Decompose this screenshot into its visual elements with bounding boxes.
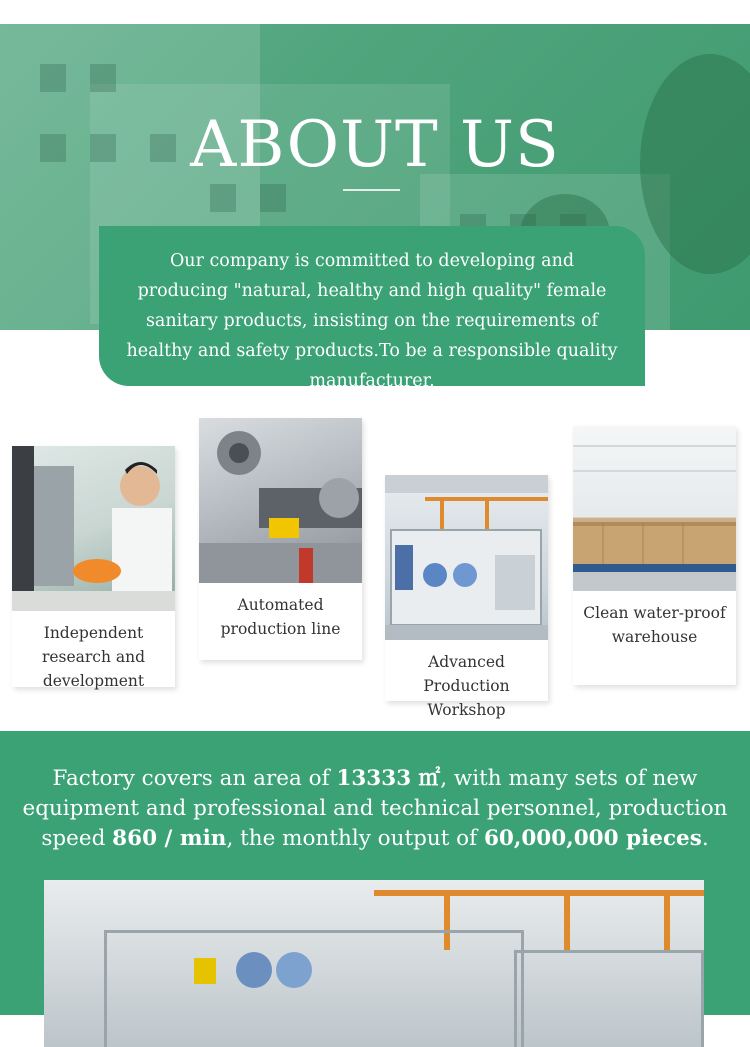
factory-stats-text [10, 764, 740, 854]
production-machine-photo [199, 418, 362, 583]
factory-area-value: 13333 ㎡ [336, 766, 441, 791]
stats-text: , the monthly output of [226, 826, 484, 851]
title-divider [343, 189, 400, 191]
card-caption: Advanced Production Workshop [423, 653, 510, 719]
feature-card-workshop [385, 475, 548, 719]
card-caption: Independent research and development [41, 624, 146, 690]
factory-production-line-photo [44, 880, 704, 1047]
lab-researcher-photo [12, 446, 175, 611]
company-intro: Our company is committed to developing and producing "natural, healthy and high quality" female sanitary products, insisting on the requirements of healthy and safety products.To be a responsible quality manufacturer. [99, 226, 645, 386]
card-caption: Clean water-proof warehouse [583, 604, 726, 646]
feature-card-automation [199, 418, 362, 660]
card-caption: Automated production line [220, 596, 341, 638]
machine-frame [514, 950, 704, 1047]
feature-card-warehouse [573, 426, 736, 685]
building-window [260, 184, 286, 212]
orange-railing [374, 890, 704, 896]
monthly-output-value: 60,000,000 pieces [483, 826, 702, 851]
stats-text: , with many sets of new equipment and professional and technical personnel, production speed [22, 766, 728, 851]
building-window [40, 64, 66, 92]
stats-text: . [701, 826, 709, 851]
orange-railing [564, 890, 570, 950]
building-window [210, 184, 236, 212]
page-title: ABOUT US [190, 108, 560, 182]
production-speed-value: 860 / min [112, 826, 227, 851]
warning-sign [194, 958, 216, 984]
workshop-photo [385, 475, 548, 640]
warehouse-photo [573, 426, 736, 591]
orange-railing [664, 890, 670, 950]
feature-card-research [12, 446, 175, 690]
stats-text: Factory covers an area of [52, 766, 337, 791]
machine-frame [104, 930, 524, 1047]
machine-rollers [234, 940, 314, 1000]
building-window [90, 64, 116, 92]
